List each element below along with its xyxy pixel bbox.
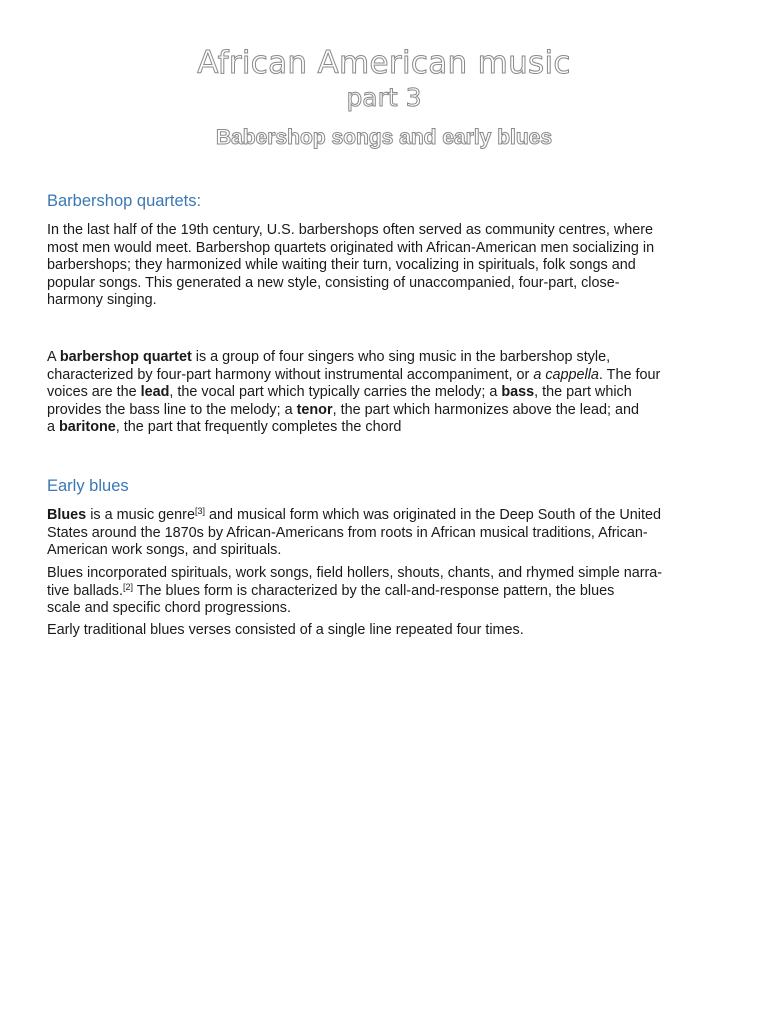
text-run: , the vocal part which typically carries the melody; a [169,384,502,401]
text-run: is a group of four singers who sing music in the barbershop style, [191,349,611,365]
text-run: , the part which [534,384,632,401]
text-line [47,419,719,437]
text-line [47,402,719,420]
text-run: , the part that frequently completes the chord [115,419,402,436]
section-heading-barbershop: Barbershop quartets: [47,192,202,210]
text-run: characterized by four-part harmony without instrumental accompaniment, or [47,366,534,383]
citation-3[interactable]: [3] [194,506,205,516]
text-run: is a music genre [86,507,195,523]
term-barbershop-quartet: barbershop quartet [59,349,192,365]
text-line: barbershops; they harmonized while waiting their turn, vocalizing in spirituals, folk songs and [47,257,636,274]
page-subtitle: Babershop songs and early blues [215,126,553,149]
text-run: voices are the [47,384,141,401]
text-line: harmony singing. [47,292,157,309]
text-line: most men would meet. Barbershop quartets originated with African-American men socializing in [47,239,655,256]
text-line: American work songs, and spirituals. [47,542,282,559]
text-run: . The four [598,366,661,383]
term-a-cappella: a cappella [533,366,599,383]
paragraph-blues-elements [47,565,719,618]
term-blues: Blues [47,507,87,523]
text-line: States around the 1870s by African-Americans from roots in African musical traditions, African- [47,524,648,541]
term-tenor: tenor [296,401,333,418]
text-line [47,583,719,601]
citation-2[interactable]: [2] [123,581,134,592]
paragraph-blues-definition [47,507,719,560]
text-line: In the last half of the 19th century, U.S. barbershops often served as community centres, where [47,222,654,238]
text-line: scale and specific chord progressions. [47,600,291,617]
text-line: Blues incorporated spirituals, work songs, field hollers, shouts, chants, and rhymed simple narra- [47,565,663,581]
text-run: a [47,419,60,436]
text-line: popular songs. This generated a new style, consisting of unaccompanied, four-part, close- [47,274,620,291]
text-run: provides the bass line to the melody; a [47,401,297,418]
term-bass: bass [501,384,535,401]
part-title: part 3 [346,83,422,112]
text-line: Early traditional blues verses consisted of a single line repeated four times. [47,622,524,638]
page-title: African American music [197,45,571,81]
term-lead: lead [140,384,170,401]
text-run: The blues form is characterized by the call-and-response pattern, the blues [133,582,615,599]
text-run: and musical form which was originated in the Deep South of the United [205,507,661,523]
text-run: tive ballads. [47,582,123,599]
paragraph-barbershop-history [47,222,719,310]
title-block [0,44,768,153]
text-line [47,349,719,367]
paragraph-blues-verses [47,622,719,640]
text-run: A [47,349,60,365]
text-line [47,367,719,385]
term-baritone: baritone [59,419,116,436]
text-run: , the part which harmonizes above the lead; and [332,401,639,418]
paragraph-barbershop-definition [47,349,719,437]
text-line [47,507,719,525]
section-heading-early-blues: Early blues [47,477,129,495]
text-line [47,384,719,402]
